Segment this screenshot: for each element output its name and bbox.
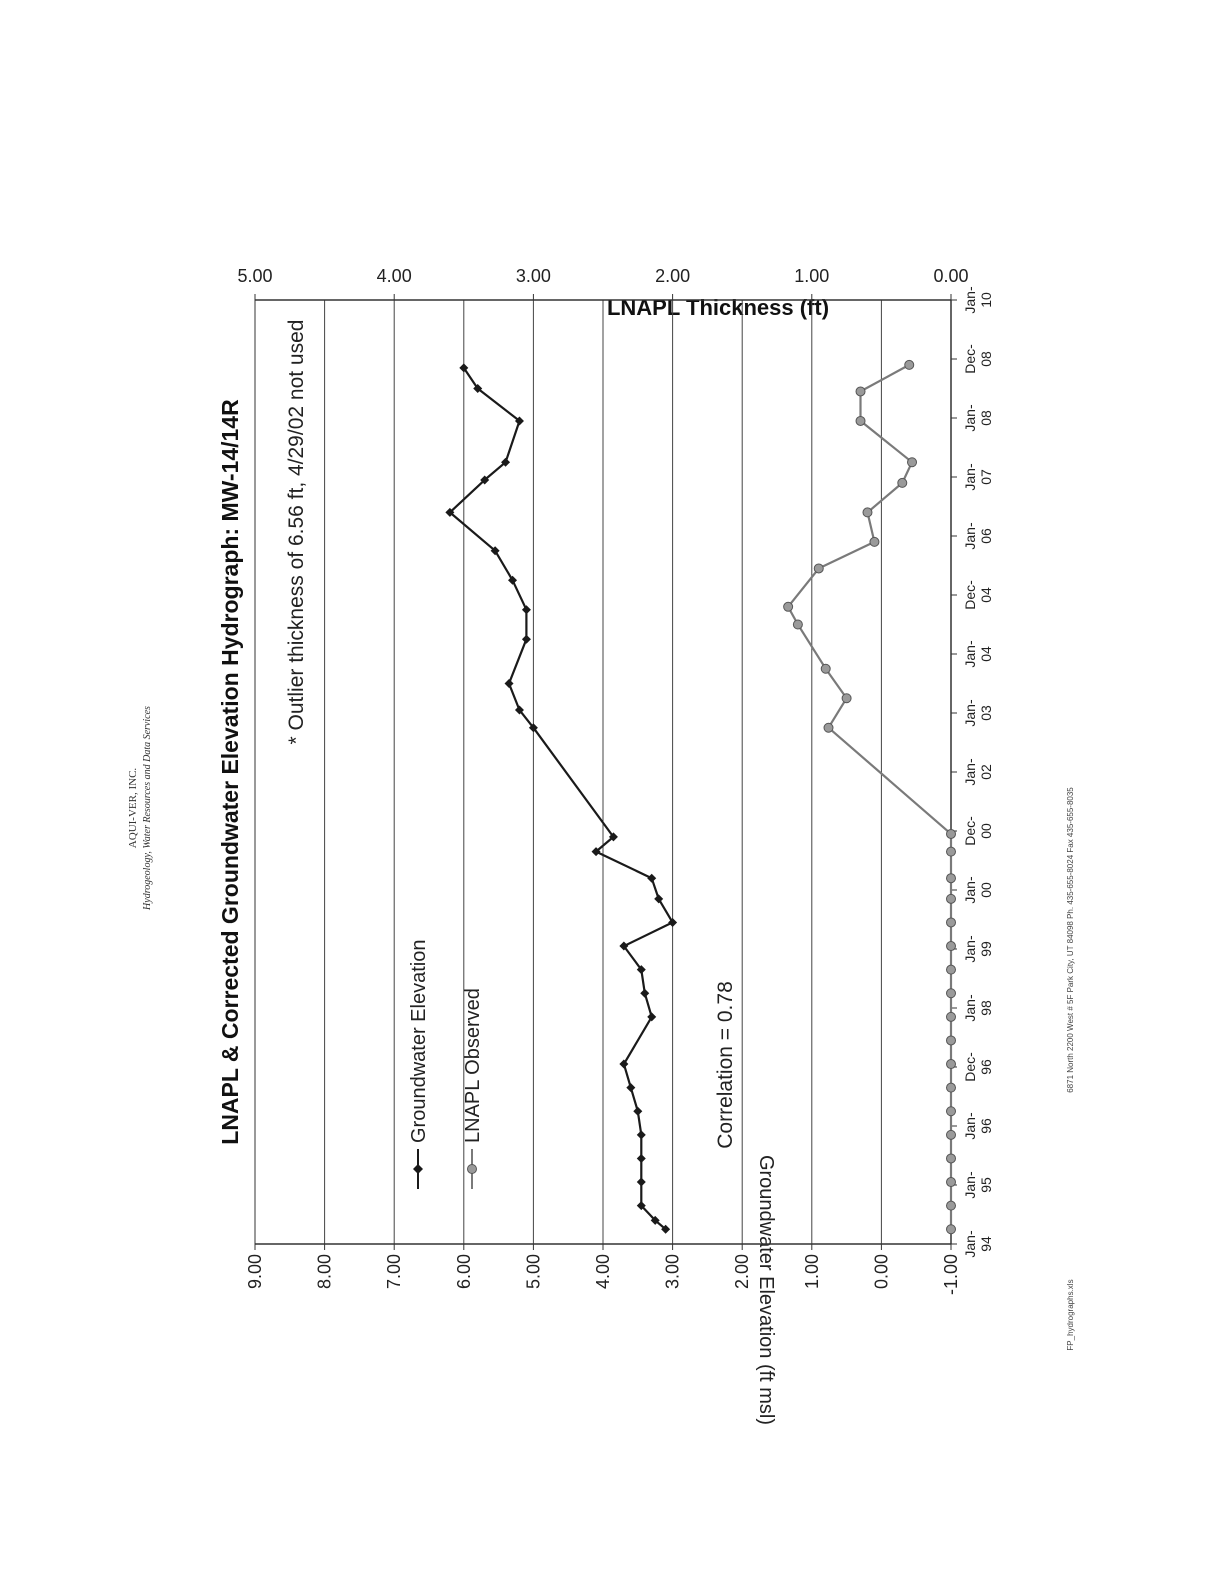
lnapl-point (814, 564, 823, 573)
x-tick-label-month: Jan- (962, 758, 978, 786)
chart-title: LNAPL & Corrected Groundwater Elevation Hydrograph: MW-14/14R (217, 399, 243, 1145)
legend-marker-groundwater (413, 1164, 423, 1174)
lnapl-point (784, 602, 793, 611)
lnapl-point (898, 478, 907, 487)
x-tick-label-month: Jan- (962, 286, 978, 314)
legend (408, 940, 484, 1189)
company-tagline: Hydrogeology, Water Resources and Data Services (142, 706, 153, 910)
x-tick-label-month: Jan- (962, 640, 978, 668)
lnapl-point (856, 387, 865, 396)
x-tick-label-year: 99 (978, 941, 994, 957)
x-tick-label-month: Jan- (962, 935, 978, 963)
outlier-note: * Outlier thickness of 6.56 ft, 4/29/02 not used (285, 319, 308, 745)
lnapl-observed-line (788, 365, 951, 1229)
lnapl-point (905, 360, 914, 369)
x-tick-label-year: 04 (978, 646, 994, 662)
correlation-label: Correlation = 0.78 (714, 981, 737, 1149)
groundwater-point (640, 989, 649, 998)
x-axis-ticks (951, 286, 994, 1258)
y2-axis-ticks (237, 266, 968, 300)
x-tick-label-year: 08 (978, 410, 994, 426)
y-tick-label: 7.00 (384, 1254, 405, 1290)
x-tick-label-year: 98 (978, 1000, 994, 1016)
lnapl-point (947, 989, 956, 998)
x-tick-label-year: 96 (978, 1118, 994, 1134)
x-tick-label-month: Jan- (962, 876, 978, 904)
legend-label-groundwater: Groundwater Elevation (408, 939, 430, 1143)
lnapl-point (947, 1154, 956, 1163)
lnapl-point (947, 1060, 956, 1069)
lnapl-point (947, 1130, 956, 1139)
lnapl-point (870, 537, 879, 546)
y-tick-label: 5.00 (523, 1254, 544, 1290)
lnapl-point (947, 1225, 956, 1234)
y-tick-label: 9.00 (245, 1254, 265, 1290)
y-tick-label: -1.00 (941, 1254, 961, 1296)
lnapl-point (947, 918, 956, 927)
x-tick-label-month: Jan- (962, 1112, 978, 1140)
y2-tick-label: 0.00 (933, 266, 969, 286)
x-tick-label-year: 03 (978, 705, 994, 721)
x-tick-label-year: 96 (978, 1059, 994, 1075)
lnapl-point (947, 1201, 956, 1210)
groundwater-point (654, 894, 663, 903)
lnapl-point (947, 1107, 956, 1116)
x-tick-label-year: 00 (978, 823, 994, 839)
groundwater-point (647, 1012, 656, 1021)
groundwater-point (505, 679, 514, 688)
x-tick-label-month: Jan- (962, 1171, 978, 1199)
y-tick-label: 3.00 (662, 1254, 683, 1290)
y2-tick-label: 3.00 (515, 266, 551, 286)
groundwater-point (647, 874, 656, 883)
y-axis-title: Groundwater Elevation (ft msl) (755, 1154, 777, 1426)
x-tick-label-month: Jan- (962, 404, 978, 432)
x-tick-label-year: 08 (978, 351, 994, 367)
lnapl-point (947, 847, 956, 856)
lnapl-point (947, 965, 956, 974)
x-tick-label-year: 00 (978, 882, 994, 898)
y-tick-label: 6.00 (453, 1254, 474, 1290)
y-tick-label: 1.00 (801, 1254, 822, 1290)
lnapl-point (863, 508, 872, 517)
lnapl-point (947, 1036, 956, 1045)
x-tick-label-year: 04 (978, 587, 994, 603)
footer-filename: FP_hydrographs.xls (1066, 1279, 1075, 1351)
x-tick-label-month: Jan- (962, 1230, 978, 1258)
groundwater-point (637, 1130, 646, 1139)
x-tick-label-year: 94 (978, 1236, 994, 1252)
footer-address: 6871 North 2200 West # 5F Park City, UT 84098 Ph. 435-655-8024 Fax 435-655-8035 (1066, 787, 1075, 1093)
y2-axis-title: LNAPL Thickness (ft) (606, 295, 830, 320)
groundwater-point (637, 1178, 646, 1187)
groundwater-point (626, 1083, 635, 1092)
x-tick-label-month: Jan- (962, 699, 978, 727)
company-name: AQUI-VER, INC. (127, 767, 139, 849)
x-tick-label-year: 10 (978, 292, 994, 308)
x-tick-label-month: Jan- (962, 994, 978, 1022)
x-tick-label-year: 07 (978, 469, 994, 485)
y2-tick-label: 1.00 (794, 266, 830, 286)
lnapl-point (947, 829, 956, 838)
y-axis-ticks (245, 1244, 961, 1295)
y-tick-label: 2.00 (732, 1254, 753, 1290)
y-tick-label: 4.00 (593, 1254, 613, 1290)
groundwater-point (522, 605, 531, 614)
lnapl-point (821, 664, 830, 673)
y2-tick-label: 5.00 (237, 266, 273, 286)
x-tick-label-month: Jan- (962, 463, 978, 491)
legend-marker-lnapl (468, 1165, 477, 1174)
x-tick-label-year: 02 (978, 764, 994, 780)
x-tick-label-year: 06 (978, 528, 994, 544)
lnapl-point (947, 1083, 956, 1092)
y-tick-label: 0.00 (871, 1254, 892, 1290)
lnapl-point (947, 942, 956, 951)
lnapl-point (947, 894, 956, 903)
lnapl-point (842, 694, 851, 703)
lnapl-point (793, 620, 802, 629)
x-tick-label-month: Dec- (962, 816, 978, 846)
y-tick-label: 8.00 (314, 1254, 335, 1290)
y2-tick-label: 2.00 (655, 266, 691, 286)
lnapl-point (908, 458, 917, 467)
legend-label-lnapl: LNAPL Observed (462, 988, 484, 1143)
groundwater-point (508, 576, 517, 585)
groundwater-point (637, 1154, 646, 1163)
lnapl-point (856, 416, 865, 425)
groundwater-point (522, 635, 531, 644)
groundwater-point (668, 918, 677, 927)
lnapl-point (947, 874, 956, 883)
series (445, 360, 955, 1233)
x-tick-label-month: Dec- (962, 580, 978, 610)
groundwater-point (633, 1107, 642, 1116)
lnapl-point (947, 1178, 956, 1187)
lnapl-point (947, 1012, 956, 1021)
x-tick-label-month: Jan- (962, 522, 978, 550)
x-tick-label-month: Dec- (962, 1052, 978, 1082)
lnapl-point (824, 723, 833, 732)
y2-tick-label: 4.00 (376, 266, 412, 286)
x-tick-label-month: Dec- (962, 344, 978, 374)
x-tick-label-year: 95 (978, 1177, 994, 1193)
